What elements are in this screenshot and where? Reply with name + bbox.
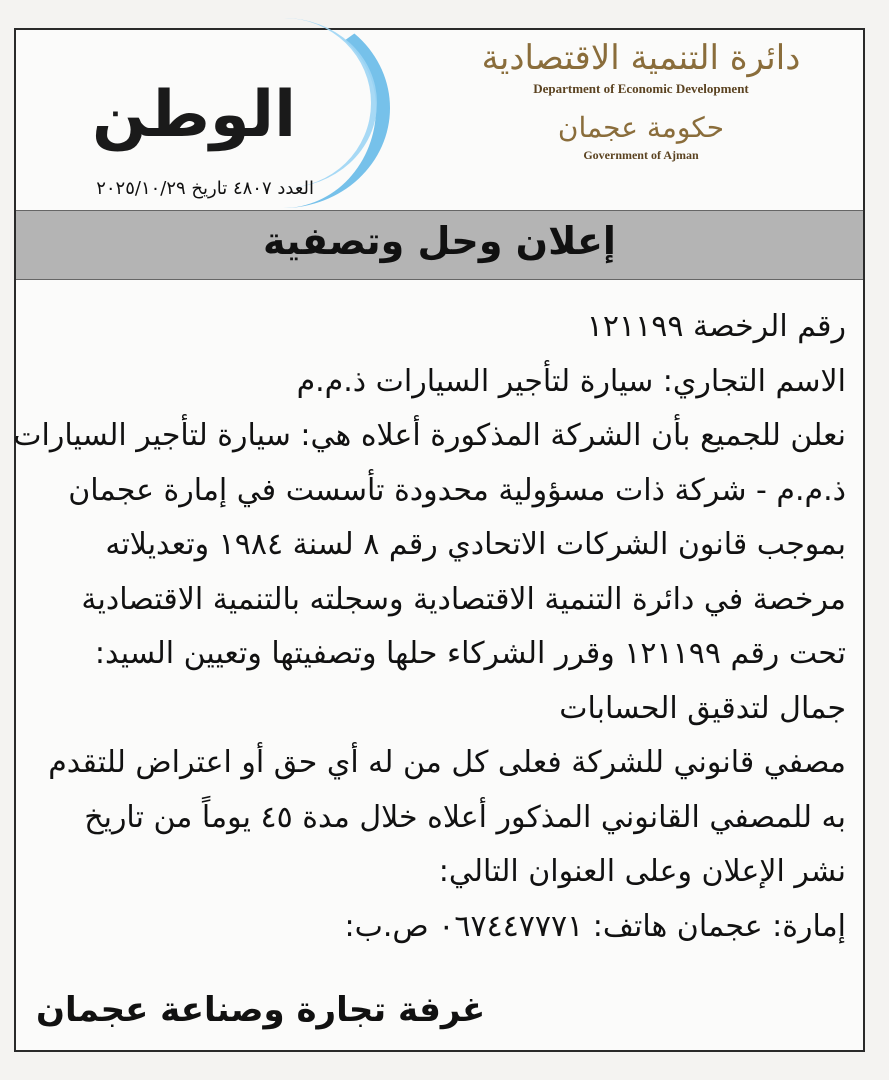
body-line: نشر الإعلان وعلى العنوان التالي:: [438, 854, 846, 889]
department-name-ar: دائرة التنمية الاقتصادية: [481, 38, 801, 78]
newspaper-name: الوطن: [92, 78, 296, 152]
address-line: إمارة: عجمان هاتف: ٠٦٧٤٤٧٧٧١ ص.ب:: [344, 908, 846, 944]
body-line: ذ.م.م - شركة ذات مسؤولية محدودة تأسست في إمارة عجمان: [68, 472, 846, 508]
signature-block: [36, 990, 846, 1030]
issue-line: العدد ٤٨٠٧ تاريخ ٢٠٢٥/١٠/٢٩: [96, 178, 314, 199]
body-line: به للمصفي القانوني المذكور أعلاه خلال مدة ٤٥ يوماً من تاريخ: [84, 799, 846, 835]
government-name-ar: حكومة عجمان: [557, 111, 725, 145]
notice-frame: [14, 28, 865, 1052]
body-line: جمال لتدقيق الحسابات: [559, 690, 846, 726]
header: [16, 30, 863, 210]
body-line: نعلن للجميع بأن الشركة المذكورة أعلاه هي: سيارة لتأجير السيارات: [13, 418, 846, 453]
body-line: مرخصة في دائرة التنمية الاقتصادية وسجلته بالتنمية الاقتصادية: [81, 581, 846, 617]
newspaper-logo: [36, 38, 336, 178]
department-name-en: Department of Economic Development: [533, 81, 749, 97]
body-line: تحت رقم ١٢١١٩٩ وقرر الشركاء حلها وتصفيتها وتعيين السيد:: [94, 636, 846, 671]
title-bar: [16, 210, 863, 280]
body-line: مصفي قانوني للشركة فعلى كل من له أي حق أو اعتراض للتقدم: [48, 745, 846, 780]
notice-body: [13, 300, 846, 954]
signature: غرفة تجارة وصناعة عجمان: [36, 990, 486, 1030]
department-logo: [476, 40, 806, 163]
license-line: رقم الرخصة ١٢١١٩٩: [586, 309, 846, 344]
government-name-en: Government of Ajman: [583, 148, 699, 163]
notice-title: إعلان وحل وتصفية: [263, 219, 616, 263]
trade-name-line: الاسم التجاري: سيارة لتأجير السيارات ذ.م.م: [296, 363, 846, 399]
body-line: بموجب قانون الشركات الاتحادي رقم ٨ لسنة ١٩٨٤ وتعديلاته: [105, 527, 846, 562]
